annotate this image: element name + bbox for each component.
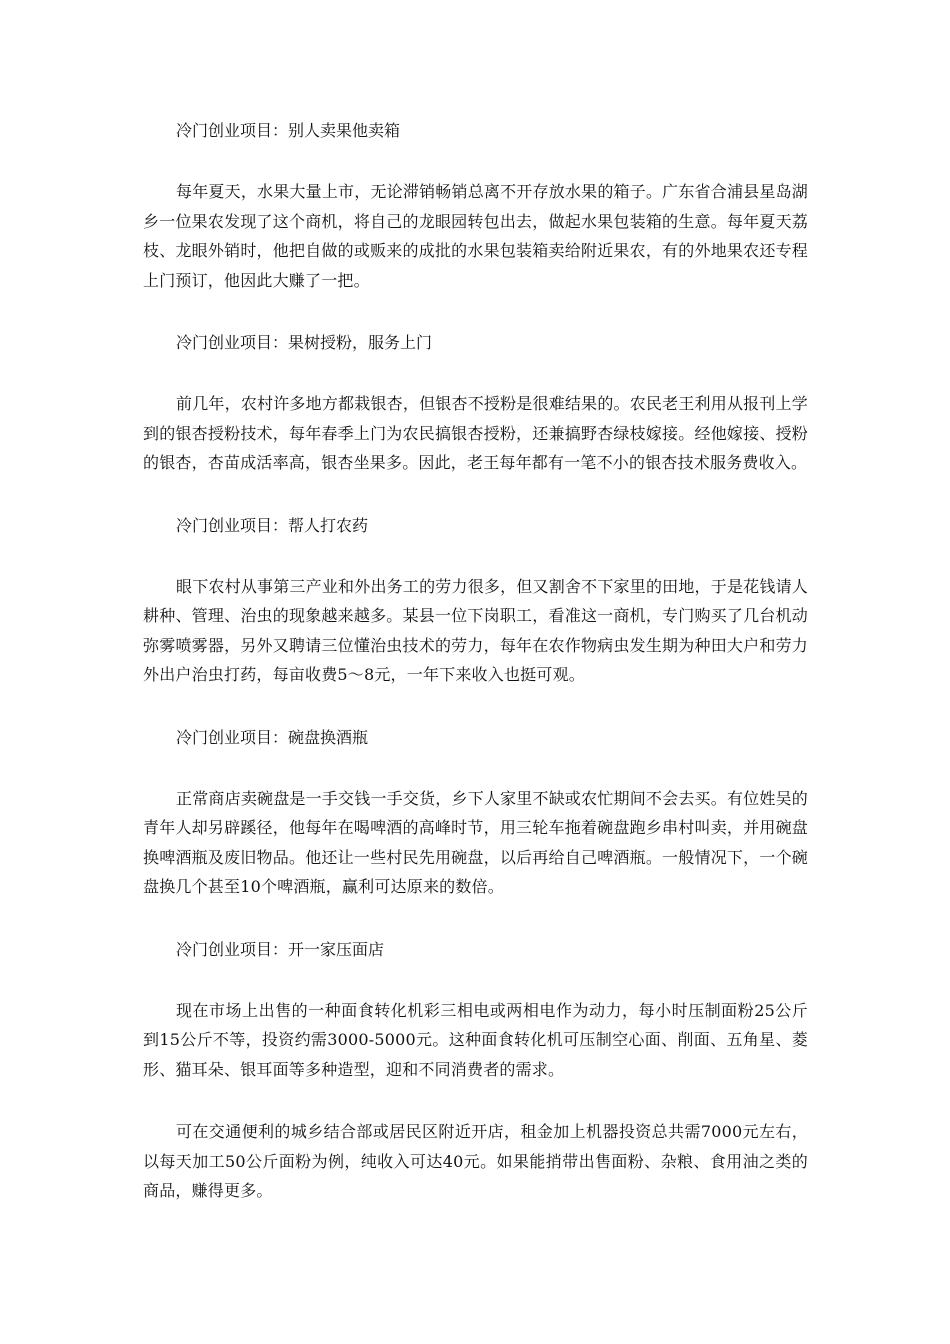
section-paragraph: 眼下农村从事第三产业和外出务工的劳力很多，但又割舍不下家里的田地，于是花钱请人耕种、管理、治虫的现象越来越多。某县一位下岗职工，看准这一商机，专门购买了几台机动弥雾喷雾器，另外又聘请三位懂治虫技术的劳力，每年在农作物病虫发生期为种田大户和劳力外出户治虫打药，每亩收费5～8元，一年下来收入也挺可观。 xyxy=(143,576,808,684)
section-heading: 冷门创业项目：帮人打农药 xyxy=(176,515,369,535)
section-4 xyxy=(143,723,808,902)
section-heading: 冷门创业项目：碗盘换酒瓶 xyxy=(176,727,369,747)
section-1 xyxy=(143,116,808,295)
section-paragraph: 现在市场上出售的一种面食转化机彩三相电或两相电作为动力，每小时压制面粉25公斤到15公斤不等，投资约需3000-5000元。这种面食转化机可压制空心面、削面、五角星、菱形、猫耳朵、银耳面等多种造型，迎和不同消费者的需求。 xyxy=(143,1000,808,1079)
document-page xyxy=(143,116,808,1239)
section-heading: 冷门创业项目：果树授粉，服务上门 xyxy=(176,333,433,352)
section-paragraph: 前几年，农村许多地方都栽银杏，但银杏不授粉是很难结果的。农民老王利用从报刊上学到的银杏授粉技术，每年春季上门为农民搞银杏授粉，还兼搞野杏绿枝嫁接。经他嫁接、授粉的银杏，杏苗成活率高，银杏坐果多。因此，老王每年都有一笔不小的银杏技术服务费收入。 xyxy=(143,394,808,472)
section-paragraph: 每年夏天，水果大量上市，无论滞销畅销总离不开存放水果的箱子。广东省合浦县星岛湖乡一位果农发现了这个商机，将自己的龙眼园转包出去，做起水果包装箱的生意。每年夏天荔枝、龙眼外销时，他把自做的或贩来的成批的水果包装箱卖给附近果农，有的外地果农还专程上门预订，他因此大赚了一把。 xyxy=(143,182,808,290)
section-paragraph: 可在交通便利的城乡结合部或居民区附近开店，租金加上机器投资总共需7000元左右，以每天加工50公斤面粉为例，纯收入可达40元。如果能捎带出售面粉、杂粮、食用油之类的商品，赚得更多。 xyxy=(143,1122,808,1200)
section-heading: 冷门创业项目：别人卖果他卖箱 xyxy=(176,121,401,140)
section-paragraph: 正常商店卖碗盘是一手交钱一手交货，乡下人家里不缺或农忙期间不会去买。有位姓吴的青年人却另辟蹊径，他每年在喝啤酒的高峰时节，用三轮车拖着碗盘跑乡串村叫卖，并用碗盘换啤酒瓶及废旧物品。他还让一些村民先用碗盘，以后再给自己啤酒瓶。一般情况下，一个碗盘换几个甚至10个啤酒瓶，赢利可达原来的数倍。 xyxy=(143,788,808,896)
section-5 xyxy=(143,935,808,1206)
section-2 xyxy=(143,328,808,478)
section-3 xyxy=(143,511,808,690)
section-heading: 冷门创业项目：开一家压面店 xyxy=(176,939,385,959)
